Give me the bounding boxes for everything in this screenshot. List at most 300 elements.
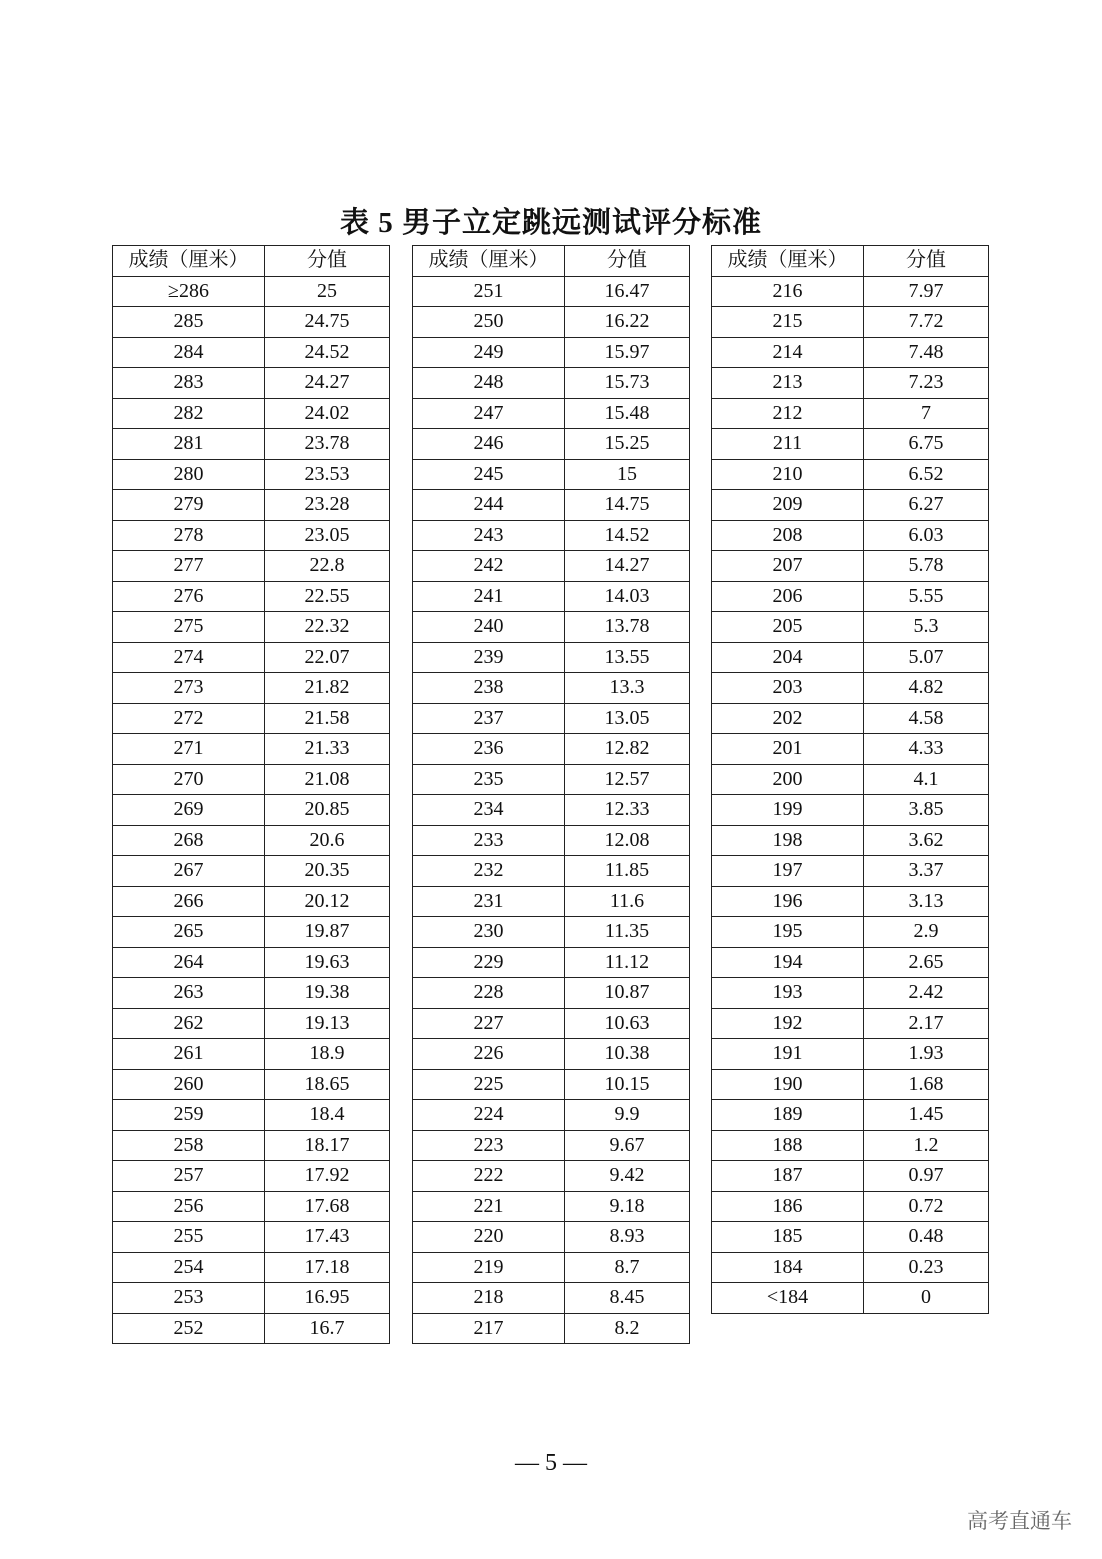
table-row — [712, 795, 989, 826]
table-row — [712, 459, 989, 490]
table-row — [113, 764, 390, 795]
points-cell: 22.8 — [265, 551, 390, 582]
points-cell: 1.45 — [864, 1100, 989, 1131]
points-cell: 12.08 — [565, 825, 690, 856]
points-cell: 6.52 — [864, 459, 989, 490]
points-cell: 23.53 — [265, 459, 390, 490]
table-row — [712, 1069, 989, 1100]
score-cell: 277 — [113, 551, 265, 582]
table-row — [712, 978, 989, 1009]
points-cell: 16.95 — [265, 1283, 390, 1314]
score-cell: 278 — [113, 520, 265, 551]
points-cell: 20.35 — [265, 856, 390, 887]
table-row — [413, 1130, 690, 1161]
score-cell: 222 — [413, 1161, 565, 1192]
score-cell: 243 — [413, 520, 565, 551]
score-cell: 205 — [712, 612, 864, 643]
points-cell: 23.28 — [265, 490, 390, 521]
points-cell: 6.75 — [864, 429, 989, 460]
points-cell: 2.17 — [864, 1008, 989, 1039]
score-cell: 246 — [413, 429, 565, 460]
table-row — [113, 703, 390, 734]
table-row — [113, 612, 390, 643]
score-cell: 197 — [712, 856, 864, 887]
score-cell: 232 — [413, 856, 565, 887]
points-cell: 19.87 — [265, 917, 390, 948]
table-row — [113, 734, 390, 765]
points-cell: 21.08 — [265, 764, 390, 795]
table-row — [413, 490, 690, 521]
table-row — [113, 1100, 390, 1131]
table-row — [113, 886, 390, 917]
score-cell: 188 — [712, 1130, 864, 1161]
points-cell: 4.82 — [864, 673, 989, 704]
table-row — [413, 459, 690, 490]
table-header-row — [113, 246, 390, 277]
score-cell: 189 — [712, 1100, 864, 1131]
score-cell: 251 — [413, 276, 565, 307]
table-row — [413, 947, 690, 978]
points-cell: 15.25 — [565, 429, 690, 460]
score-cell: 210 — [712, 459, 864, 490]
table-row — [712, 856, 989, 887]
table-row — [712, 1039, 989, 1070]
score-table-1 — [112, 245, 390, 1344]
points-cell: 4.1 — [864, 764, 989, 795]
table-row — [413, 825, 690, 856]
points-cell: 20.12 — [265, 886, 390, 917]
table-row — [712, 1100, 989, 1131]
table-row — [712, 734, 989, 765]
score-cell: 239 — [413, 642, 565, 673]
page-title: 表 5 男子立定跳远测试评分标准 — [339, 207, 762, 239]
points-cell: 0 — [864, 1283, 989, 1314]
points-cell: 18.9 — [265, 1039, 390, 1070]
score-cell: 228 — [413, 978, 565, 1009]
score-cell: 215 — [712, 307, 864, 338]
score-cell: 259 — [113, 1100, 265, 1131]
table-row — [413, 703, 690, 734]
points-cell: 19.38 — [265, 978, 390, 1009]
points-cell: 13.3 — [565, 673, 690, 704]
score-cell: 250 — [413, 307, 565, 338]
score-cell: 194 — [712, 947, 864, 978]
table-row — [413, 398, 690, 429]
score-cell: 219 — [413, 1252, 565, 1283]
table-row — [413, 917, 690, 948]
table-row — [413, 1100, 690, 1131]
score-cell: 247 — [413, 398, 565, 429]
points-cell: 24.27 — [265, 368, 390, 399]
score-cell: 203 — [712, 673, 864, 704]
score-cell: 267 — [113, 856, 265, 887]
score-cell: 260 — [113, 1069, 265, 1100]
score-cell: 249 — [413, 337, 565, 368]
points-cell: 8.45 — [565, 1283, 690, 1314]
points-cell: 0.23 — [864, 1252, 989, 1283]
score-cell: 199 — [712, 795, 864, 826]
score-cell: 211 — [712, 429, 864, 460]
points-cell: 0.48 — [864, 1222, 989, 1253]
points-cell: 11.6 — [565, 886, 690, 917]
points-cell: 17.43 — [265, 1222, 390, 1253]
points-cell: 15.73 — [565, 368, 690, 399]
score-cell: 253 — [113, 1283, 265, 1314]
points-cell: 20.85 — [265, 795, 390, 826]
score-cell: 238 — [413, 673, 565, 704]
table-row — [712, 429, 989, 460]
points-cell: 11.85 — [565, 856, 690, 887]
points-cell: 20.6 — [265, 825, 390, 856]
points-cell: 5.07 — [864, 642, 989, 673]
points-cell: 17.18 — [265, 1252, 390, 1283]
table-row — [413, 1222, 690, 1253]
table-row — [413, 551, 690, 582]
table-row — [113, 551, 390, 582]
table-row — [413, 764, 690, 795]
points-cell: 11.12 — [565, 947, 690, 978]
score-cell: 195 — [712, 917, 864, 948]
points-cell: 23.78 — [265, 429, 390, 460]
table-header-row — [413, 246, 690, 277]
score-cell: 245 — [413, 459, 565, 490]
table-row — [413, 612, 690, 643]
points-cell: 12.57 — [565, 764, 690, 795]
points-cell: 18.65 — [265, 1069, 390, 1100]
table-row — [712, 1130, 989, 1161]
table-row — [113, 368, 390, 399]
points-cell: 21.58 — [265, 703, 390, 734]
score-cell: 276 — [113, 581, 265, 612]
table-row — [413, 1191, 690, 1222]
points-cell: 7 — [864, 398, 989, 429]
table-row — [712, 1283, 989, 1314]
table-row — [413, 307, 690, 338]
table-row — [113, 429, 390, 460]
table-row — [113, 795, 390, 826]
points-cell: 11.35 — [565, 917, 690, 948]
score-cell: 281 — [113, 429, 265, 460]
table-row — [413, 1069, 690, 1100]
points-cell: 18.17 — [265, 1130, 390, 1161]
points-cell: 19.63 — [265, 947, 390, 978]
points-cell: 6.27 — [864, 490, 989, 521]
score-cell: 272 — [113, 703, 265, 734]
points-cell: 23.05 — [265, 520, 390, 551]
points-cell: 0.97 — [864, 1161, 989, 1192]
table-row — [413, 673, 690, 704]
points-cell: 10.63 — [565, 1008, 690, 1039]
table-row — [113, 642, 390, 673]
table-row — [113, 1039, 390, 1070]
header-points: 分值 — [565, 246, 690, 277]
points-cell: 2.42 — [864, 978, 989, 1009]
points-cell: 13.78 — [565, 612, 690, 643]
score-cell: 208 — [712, 520, 864, 551]
score-cell: 283 — [113, 368, 265, 399]
table-row — [113, 1069, 390, 1100]
score-cell: 236 — [413, 734, 565, 765]
points-cell: 7.23 — [864, 368, 989, 399]
points-cell: 7.97 — [864, 276, 989, 307]
table-row — [113, 398, 390, 429]
score-cell: 221 — [413, 1191, 565, 1222]
points-cell: 19.13 — [265, 1008, 390, 1039]
points-cell: 12.33 — [565, 795, 690, 826]
table-row — [113, 581, 390, 612]
points-cell: 17.68 — [265, 1191, 390, 1222]
points-cell: 17.92 — [265, 1161, 390, 1192]
points-cell: 16.47 — [565, 276, 690, 307]
points-cell: 13.55 — [565, 642, 690, 673]
table-row — [413, 1039, 690, 1070]
points-cell: 3.13 — [864, 886, 989, 917]
table-row — [413, 856, 690, 887]
table-row — [712, 398, 989, 429]
score-cell: 200 — [712, 764, 864, 795]
score-table-2 — [412, 245, 690, 1344]
score-cell: 196 — [712, 886, 864, 917]
table-row — [712, 917, 989, 948]
score-cell: 198 — [712, 825, 864, 856]
points-cell: 7.48 — [864, 337, 989, 368]
table-row — [712, 703, 989, 734]
points-cell: 1.93 — [864, 1039, 989, 1070]
score-cell: 262 — [113, 1008, 265, 1039]
header-score: 成绩（厘米） — [113, 246, 265, 277]
table-row — [113, 276, 390, 307]
score-cell: 248 — [413, 368, 565, 399]
score-cell: 282 — [113, 398, 265, 429]
table-row — [712, 1191, 989, 1222]
table-row — [712, 1008, 989, 1039]
table-row — [413, 1008, 690, 1039]
points-cell: 3.85 — [864, 795, 989, 826]
table-row — [712, 642, 989, 673]
score-cell: 184 — [712, 1252, 864, 1283]
header-score: 成绩（厘米） — [413, 246, 565, 277]
score-cell: 284 — [113, 337, 265, 368]
points-cell: 22.55 — [265, 581, 390, 612]
table-row — [113, 1252, 390, 1283]
score-cell: 216 — [712, 276, 864, 307]
table-row — [413, 1283, 690, 1314]
score-cell: 264 — [113, 947, 265, 978]
score-cell: 207 — [712, 551, 864, 582]
score-cell: ≥286 — [113, 276, 265, 307]
score-cell: 233 — [413, 825, 565, 856]
points-cell: 9.42 — [565, 1161, 690, 1192]
table-row — [113, 307, 390, 338]
table-row — [413, 581, 690, 612]
score-cell: 192 — [712, 1008, 864, 1039]
table-row — [113, 1283, 390, 1314]
points-cell: 10.87 — [565, 978, 690, 1009]
points-cell: 5.78 — [864, 551, 989, 582]
points-cell: 2.9 — [864, 917, 989, 948]
table-row — [413, 337, 690, 368]
table-row — [413, 368, 690, 399]
points-cell: 18.4 — [265, 1100, 390, 1131]
score-cell: 273 — [113, 673, 265, 704]
table-row — [712, 1252, 989, 1283]
table-row — [113, 459, 390, 490]
points-cell: 10.15 — [565, 1069, 690, 1100]
points-cell: 25 — [265, 276, 390, 307]
points-cell: 14.52 — [565, 520, 690, 551]
table-row — [712, 886, 989, 917]
score-cell: 223 — [413, 1130, 565, 1161]
score-cell: 217 — [413, 1313, 565, 1344]
table-row — [712, 581, 989, 612]
score-cell: 275 — [113, 612, 265, 643]
points-cell: 10.38 — [565, 1039, 690, 1070]
points-cell: 5.3 — [864, 612, 989, 643]
score-cell: 274 — [113, 642, 265, 673]
score-cell: 214 — [712, 337, 864, 368]
score-cell: 266 — [113, 886, 265, 917]
score-cell: 206 — [712, 581, 864, 612]
table-row — [712, 947, 989, 978]
score-cell: 279 — [113, 490, 265, 521]
points-cell: 15.48 — [565, 398, 690, 429]
points-cell: 8.7 — [565, 1252, 690, 1283]
table-row — [413, 276, 690, 307]
score-cell: 263 — [113, 978, 265, 1009]
points-cell: 4.58 — [864, 703, 989, 734]
table-row — [113, 673, 390, 704]
score-cell: 201 — [712, 734, 864, 765]
header-points: 分值 — [864, 246, 989, 277]
score-cell: 185 — [712, 1222, 864, 1253]
table-row — [113, 1130, 390, 1161]
points-cell: 14.27 — [565, 551, 690, 582]
table-row — [413, 1161, 690, 1192]
score-cell: 255 — [113, 1222, 265, 1253]
points-cell: 22.07 — [265, 642, 390, 673]
table-row — [712, 368, 989, 399]
score-cell: 240 — [413, 612, 565, 643]
score-cell: 256 — [113, 1191, 265, 1222]
points-cell: 16.22 — [565, 307, 690, 338]
score-cell: 268 — [113, 825, 265, 856]
points-cell: 13.05 — [565, 703, 690, 734]
header-points: 分值 — [265, 246, 390, 277]
points-cell: 3.62 — [864, 825, 989, 856]
score-cell: 220 — [413, 1222, 565, 1253]
table-row — [113, 978, 390, 1009]
table-row — [712, 276, 989, 307]
points-cell: 1.68 — [864, 1069, 989, 1100]
table-row — [413, 1313, 690, 1344]
table-row — [712, 520, 989, 551]
score-cell: <184 — [712, 1283, 864, 1314]
points-cell: 0.72 — [864, 1191, 989, 1222]
points-cell: 2.65 — [864, 947, 989, 978]
points-cell: 8.93 — [565, 1222, 690, 1253]
table-row — [113, 1008, 390, 1039]
score-cell: 224 — [413, 1100, 565, 1131]
table-row — [712, 337, 989, 368]
score-cell: 187 — [712, 1161, 864, 1192]
points-cell: 24.75 — [265, 307, 390, 338]
table-row — [413, 795, 690, 826]
score-cell: 258 — [113, 1130, 265, 1161]
score-cell: 257 — [113, 1161, 265, 1192]
table-row — [413, 429, 690, 460]
score-cell: 204 — [712, 642, 864, 673]
table-row — [712, 764, 989, 795]
table-row — [413, 978, 690, 1009]
table-row — [113, 947, 390, 978]
points-cell: 21.82 — [265, 673, 390, 704]
points-cell: 15.97 — [565, 337, 690, 368]
table-row — [712, 1161, 989, 1192]
score-cell: 237 — [413, 703, 565, 734]
table-row — [113, 1161, 390, 1192]
score-cell: 261 — [113, 1039, 265, 1070]
table-row — [413, 734, 690, 765]
points-cell: 9.9 — [565, 1100, 690, 1131]
score-cell: 252 — [113, 1313, 265, 1344]
score-cell: 193 — [712, 978, 864, 1009]
table-row — [413, 886, 690, 917]
points-cell: 1.2 — [864, 1130, 989, 1161]
score-cell: 190 — [712, 1069, 864, 1100]
table-row — [413, 642, 690, 673]
header-score: 成绩（厘米） — [712, 246, 864, 277]
score-cell: 254 — [113, 1252, 265, 1283]
score-cell: 230 — [413, 917, 565, 948]
table-row — [712, 551, 989, 582]
score-cell: 191 — [712, 1039, 864, 1070]
points-cell: 15 — [565, 459, 690, 490]
points-cell: 9.18 — [565, 1191, 690, 1222]
table-row — [113, 1222, 390, 1253]
points-cell: 22.32 — [265, 612, 390, 643]
table-row — [113, 856, 390, 887]
table-row — [712, 1222, 989, 1253]
score-cell: 229 — [413, 947, 565, 978]
score-cell: 241 — [413, 581, 565, 612]
points-cell: 8.2 — [565, 1313, 690, 1344]
table-row — [413, 1252, 690, 1283]
points-cell: 12.82 — [565, 734, 690, 765]
table-row — [712, 825, 989, 856]
points-cell: 21.33 — [265, 734, 390, 765]
points-cell: 16.7 — [265, 1313, 390, 1344]
score-cell: 225 — [413, 1069, 565, 1100]
points-cell: 5.55 — [864, 581, 989, 612]
score-cell: 202 — [712, 703, 864, 734]
score-cell: 242 — [413, 551, 565, 582]
table-row — [712, 490, 989, 521]
score-cell: 227 — [413, 1008, 565, 1039]
points-cell: 24.52 — [265, 337, 390, 368]
table-header-row — [712, 246, 989, 277]
table-row — [712, 307, 989, 338]
watermark: 高考直通车 — [967, 1509, 1072, 1533]
points-cell: 3.37 — [864, 856, 989, 887]
table-row — [113, 1191, 390, 1222]
score-cell: 209 — [712, 490, 864, 521]
table-row — [113, 1313, 390, 1344]
table-row — [712, 673, 989, 704]
score-cell: 280 — [113, 459, 265, 490]
table-row — [712, 612, 989, 643]
points-cell: 14.03 — [565, 581, 690, 612]
points-cell: 4.33 — [864, 734, 989, 765]
